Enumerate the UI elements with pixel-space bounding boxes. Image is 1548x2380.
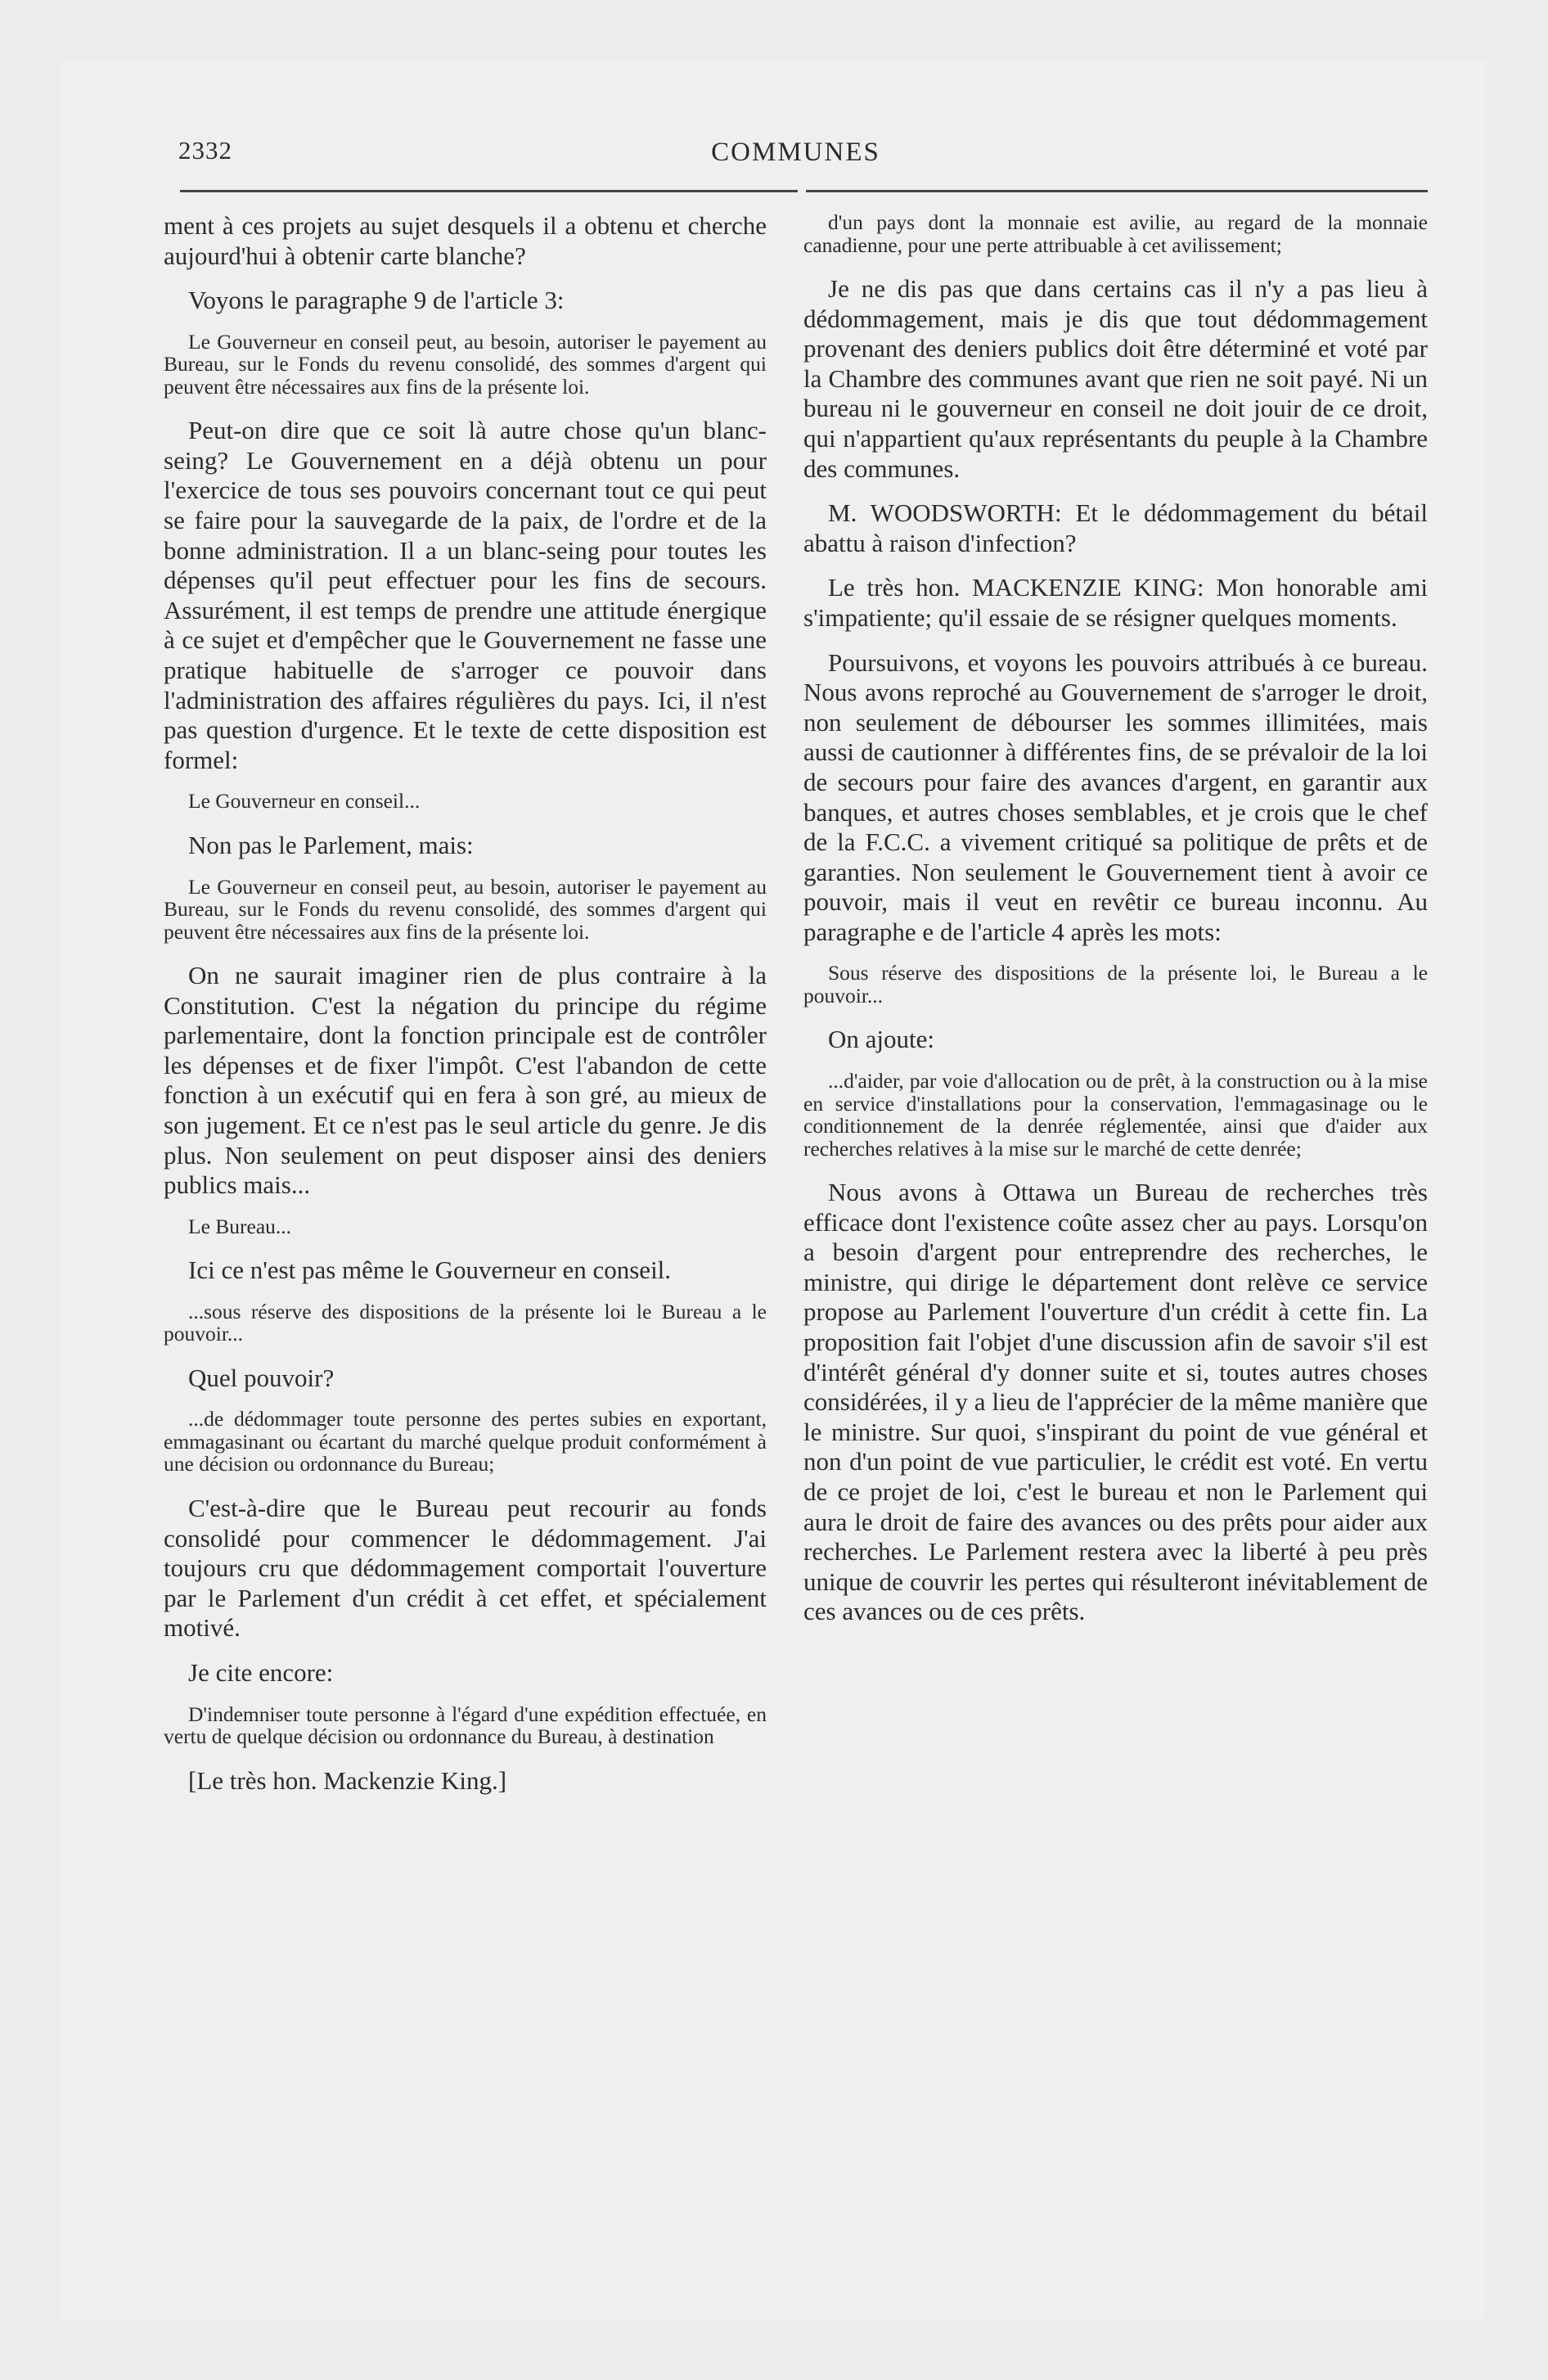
- paragraph: Je cite encore:: [188, 1657, 334, 1687]
- quoted-passage: ...de dédommager toute personne des pertes subies en exportant, emmagasinant ou écartant du marché quelque produit conformément à une décision ou ordonnance du Bureau;: [164, 1407, 767, 1476]
- left-column: [164, 211, 767, 1805]
- header-rule-right: [806, 190, 1428, 192]
- paragraph: C'est-à-dire que le Bureau peut recourir au fonds consolidé pour commencer le dédommagement. J'ai toujours cru que dédommagement comportait l'ouverture par le Parlement d'un crédit à cet effet, et spécialement motivé.: [164, 1493, 767, 1643]
- quoted-passage: Le Bureau...: [188, 1214, 292, 1238]
- paragraph: Nous avons à Ottawa un Bureau de recherches très efficace dont l'existence coûte assez cher au pays. Lorsqu'on a besoin d'argent pour entreprendre des recherches, le ministre, qui dirige le département dont relève ce service propose au Parlement l'ouverture d'un crédit à cette fin. La proposition fait l'objet d'une discussion afin de savoir s'il est d'intérêt général d'y donner suite et si, toutes autres choses considérées, il y a lieu de l'apprécier de la même manière que le ministre. Sur quoi, s'inspirant du point de vue général et non d'un point de vue particulier, le crédit est voté. En vertu de ce projet de loi, c'est le bureau et non le Parlement qui aura le droit de faire des avances ou des prêts pour aider aux recherches. Le Parlement restera avec la liberté à peu près unique de couvrir les pertes qui résulteront inévitablement de ces avances ou de ces prêts.: [803, 1178, 1428, 1626]
- header-rule-left: [180, 190, 798, 192]
- quoted-passage: ...sous réserve des dispositions de la présente loi le Bureau a le pouvoir...: [164, 1299, 767, 1346]
- paragraph: Non pas le Parlement, mais:: [188, 830, 474, 859]
- paragraph: Quel pouvoir?: [188, 1363, 335, 1392]
- quoted-passage: Le Gouverneur en conseil...: [188, 789, 421, 814]
- paragraph: On ne saurait imaginer rien de plus contraire à la Constitution. C'est la négation du principe du régime parlementaire, dont la fonction principale est de contrôler les dépenses et de fixer l'impôt. C'est l'abandon de cette fonction à un exécutif qui en fera à son gré, au mieux de son jugement. Et ce n'est pas le seul article du genre. Je dis plus. Non seulement on peut disposer ainsi des deniers publics mais...: [164, 961, 767, 1200]
- paragraph: M. WOODSWORTH: Et le dédommagement du bétail abattu à raison d'infection?: [803, 498, 1428, 557]
- quoted-passage: Sous réserve des dispositions de la présente loi, le Bureau a le pouvoir...: [803, 961, 1428, 1007]
- paragraph: Ici ce n'est pas même le Gouverneur en conseil.: [188, 1255, 672, 1285]
- paragraph: On ajoute:: [828, 1025, 934, 1054]
- quoted-passage: Le Gouverneur en conseil peut, au besoin, autoriser le payement au Bureau, sur le Fonds du revenu consolidé, des sommes d'argent qui peuvent être nécessaires aux fins de la présente loi.: [164, 329, 767, 399]
- paragraph: Poursuivons, et voyons les pouvoirs attribués à ce bureau. Nous avons reproché au Gouvernement de s'arroger le droit, non seulement de débourser les sommes illimitées, mais aussi de cautionner à différentes fins, de se prévaloir de la loi de secours pour faire des avances d'argent, en garantir aux banques, et autres choses semblables, et je crois que le chef de la F.C.C. a vivement critiqué sa politique de prêts et de garanties. Non seulement le Gouvernement tient à avoir ce pouvoir, mais il veut en revêtir ce bureau inconnu. Au paragraphe e de l'article 4 après les mots:: [803, 647, 1428, 946]
- speaker-attribution: [Le très hon. Mackenzie King.]: [188, 1765, 507, 1795]
- paragraph: Voyons le paragraphe 9 de l'article 3:: [188, 286, 565, 315]
- running-title: COMMUNES: [711, 137, 880, 167]
- quoted-passage: d'un pays dont la monnaie est avilie, au regard de la monnaie canadienne, pour une perte attribuable à cet avilissement;: [803, 210, 1428, 257]
- paragraph: Le très hon. MACKENZIE KING: Mon honorable ami s'impatiente; qu'il essaie de se résigner quelques moments.: [803, 573, 1428, 632]
- quoted-passage: ...d'aider, par voie d'allocation ou de prêt, à la construction ou à la mise en service d'installations pour la conservation, l'emmagasinage ou le conditionnement de la denrée réglementée, ainsi que d'aider aux recherches relatives à la mise sur le marché de cette denrée;: [803, 1069, 1428, 1161]
- quoted-passage: D'indemniser toute personne à l'égard d'une expédition effectuée, en vertu de quelque décision ou ordonnance du Bureau, à destination: [164, 1702, 767, 1748]
- paragraph: ment à ces projets au sujet desquels il a obtenu et cherche aujourd'hui à obtenir carte blanche?: [164, 211, 767, 270]
- quoted-passage: Le Gouverneur en conseil peut, au besoin, autoriser le payement au Bureau, sur le Fonds du revenu consolidé, des sommes d'argent qui peuvent être nécessaires aux fins de la présente loi.: [164, 874, 767, 944]
- paragraph: Peut-on dire que ce soit là autre chose qu'un blanc-seing? Le Gouvernement en a déjà obtenu un pour l'exercice de tous ses pouvoirs concernant tout ce qui peut se faire pour la sauvegarde de la paix, de l'ordre et de la bonne administration. Il a un blanc-seing pour toutes les dépenses qu'il peut effectuer pour les fins de secours. Assurément, il est temps de prendre une attitude énergique à ce sujet et d'empêcher que le Gouvernement ne fasse une pratique habituelle de s'arroger ce pouvoir dans l'administration des affaires régulières du pays. Ici, il n'est pas question d'urgence. Et le texte de cette disposition est formel:: [164, 416, 767, 774]
- page-header: [164, 123, 1428, 172]
- page-number: 2332: [178, 136, 232, 165]
- right-column: [803, 211, 1428, 1642]
- paragraph: Je ne dis pas que dans certains cas il n'y a pas lieu à dédommagement, mais je dis que tout dédommagement provenant des deniers publics doit être déterminé et voté par la Chambre des communes avant que rien ne soit payé. Ni un bureau ni le gouverneur en conseil ne doit jouir de ce droit, qui n'appartient qu'aux représentants du peuple à la Chambre des communes.: [803, 274, 1428, 483]
